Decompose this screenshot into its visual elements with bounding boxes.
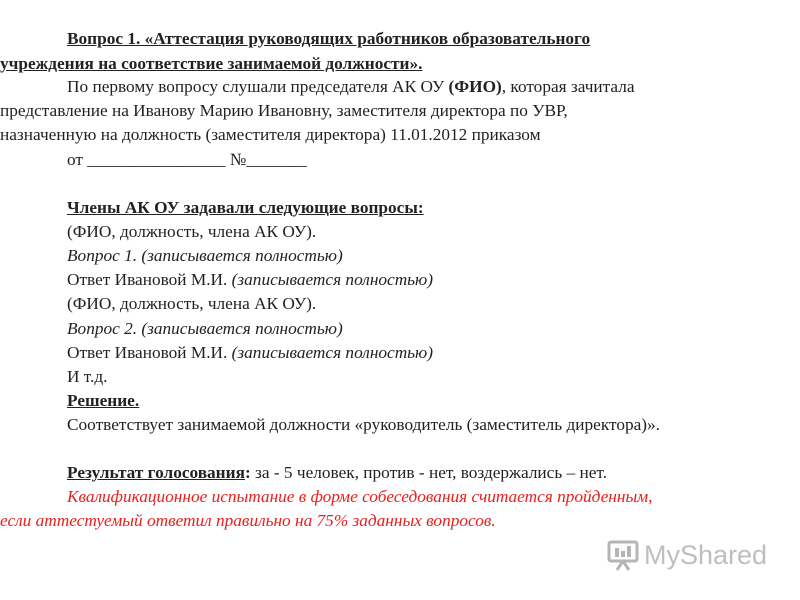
note-line-2: если аттестуемый ответил правильно на 75% заданных вопросов. — [0, 511, 496, 530]
paragraph-line-2: представление на Иванову Марию Ивановну, заместителя директора по УВР, — [0, 101, 568, 120]
answer-line — [67, 269, 433, 291]
answer-note: (записывается полностью) — [231, 343, 433, 362]
question-1-title-line-2: учреждения на соответствие занимаемой должности». — [0, 54, 423, 73]
member-line: (ФИО, должность, члена АК ОУ). — [67, 222, 317, 241]
fio-placeholder: (ФИО) — [448, 77, 502, 96]
decision-heading: Решение. — [67, 391, 140, 410]
etc-line: И т.д. — [67, 367, 108, 386]
paragraph-text: , которая зачитала — [501, 77, 635, 96]
vote-text: за - 5 человек, против - нет, воздержались – нет. — [250, 463, 608, 482]
question-1-title-line-1: Вопрос 1. «Аттестация руководящих работников образовательного — [67, 29, 591, 48]
note-line-1: Квалификационное испытание в форме собеседования считается пройденным, — [67, 487, 653, 506]
presentation-board-icon — [606, 538, 640, 572]
answer-label: Ответ Ивановой М.И. — [67, 343, 232, 362]
paragraph-line-3: назначенную на должность (заместителя директора) 11.01.2012 приказом — [0, 125, 541, 144]
answer-line — [67, 342, 433, 364]
answer-note: (записывается полностью) — [231, 270, 433, 289]
vote-colon: : — [244, 463, 251, 482]
vote-heading: Результат голосования — [67, 463, 245, 482]
order-number-line: от ________________ №_______ — [67, 150, 307, 169]
question-line: Вопрос 1. (записывается полностью) — [67, 246, 343, 265]
vote-result-line — [67, 462, 607, 484]
paragraph-text: По первому вопросу слушали председателя АК ОУ — [67, 77, 449, 96]
members-heading: Члены АК ОУ задавали следующие вопросы: — [67, 198, 424, 217]
paragraph-line-1 — [67, 76, 635, 98]
myshared-watermark — [606, 537, 776, 573]
watermark-text: MyShared — [644, 539, 768, 570]
answer-label: Ответ Ивановой М.И. — [67, 270, 232, 289]
decision-text: Соответствует занимаемой должности «руководитель (заместитель директора)». — [67, 415, 660, 434]
member-line: (ФИО, должность, члена АК ОУ). — [67, 294, 317, 313]
question-line: Вопрос 2. (записывается полностью) — [67, 319, 343, 338]
